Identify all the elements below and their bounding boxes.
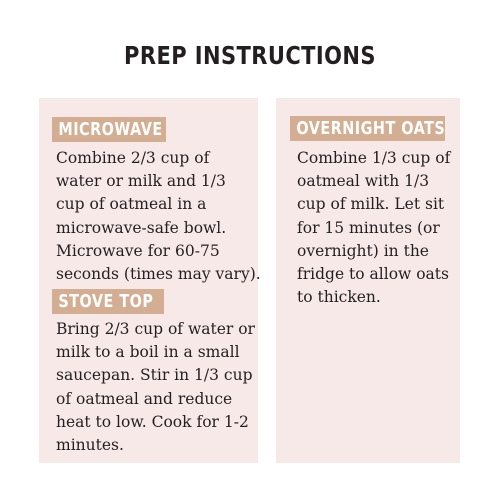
stove-top-heading bbox=[52, 289, 164, 314]
microwave-line: cup of oatmeal in a bbox=[56, 195, 207, 214]
overnight-oats-heading bbox=[290, 116, 445, 141]
overnight-oats-instructions bbox=[297, 147, 450, 309]
stove-top-instructions bbox=[56, 318, 255, 457]
stove-top-line: milk to a boil in a small bbox=[56, 343, 240, 362]
microwave-line: Combine 2/3 cup of bbox=[56, 149, 210, 167]
overnight-oats-heading-label: OVERNIGHT OATS bbox=[296, 118, 445, 139]
microwave-line: microwave-safe bowl. bbox=[56, 218, 227, 237]
microwave-heading-label: MICROWAVE bbox=[58, 119, 163, 140]
microwave-line: water or milk and 1/3 bbox=[56, 172, 226, 191]
stove-top-line: minutes. bbox=[56, 436, 124, 455]
page-title: PREP INSTRUCTIONS bbox=[124, 41, 376, 70]
microwave-heading bbox=[52, 117, 166, 142]
overnight-oats-line: fridge to allow oats bbox=[297, 265, 449, 284]
microwave-line: Microwave for 60-75 bbox=[56, 241, 220, 260]
microwave-instructions bbox=[56, 147, 261, 286]
stove-top-heading-label: STOVE TOP bbox=[58, 291, 154, 312]
stove-top-line: of oatmeal and reduce bbox=[56, 389, 233, 408]
overnight-oats-line: Combine 1/3 cup of bbox=[297, 149, 451, 167]
overnight-oats-line: to thicken. bbox=[297, 288, 381, 307]
microwave-line: seconds (times may vary). bbox=[56, 265, 261, 284]
stove-top-line: Bring 2/3 cup of water or bbox=[56, 320, 255, 338]
stove-top-line: saucepan. Stir in 1/3 cup bbox=[56, 366, 253, 385]
overnight-oats-line: for 15 minutes (or bbox=[297, 218, 440, 237]
overnight-oats-line: oatmeal with 1/3 bbox=[297, 172, 430, 191]
overnight-oats-line: overnight) in the bbox=[297, 241, 429, 260]
overnight-oats-line: cup of milk. Let sit bbox=[297, 195, 445, 214]
stove-top-line: heat to low. Cook for 1-2 bbox=[56, 412, 249, 431]
